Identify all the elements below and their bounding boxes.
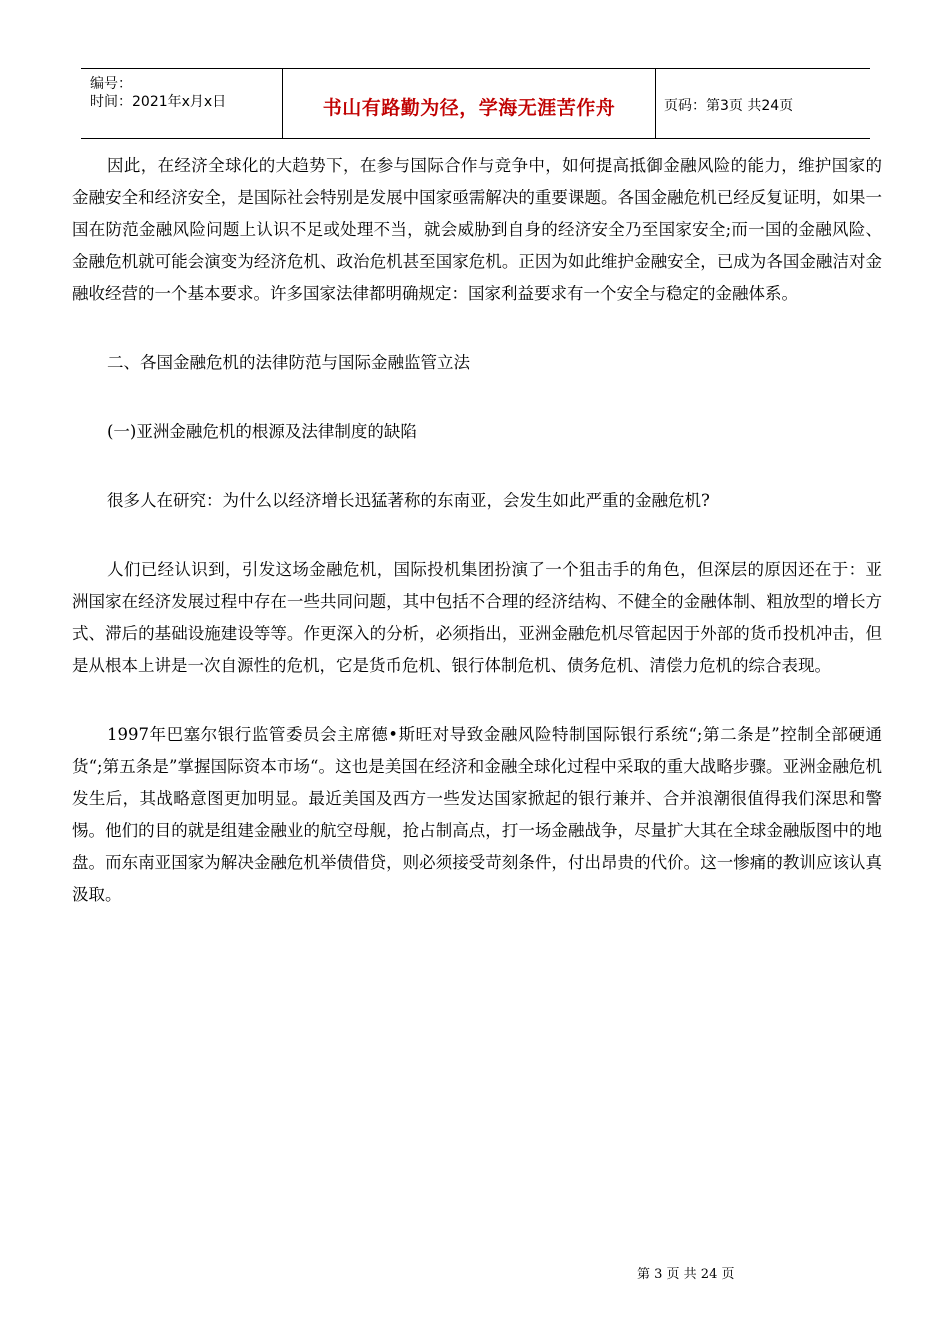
paragraph-intro: 因此，在经济全球化的大趋势下，在参与国际合作与竞争中，如何提高抵御金融风险的能力，维护国家的金融安全和经济安全，是国际社会特别是发展中国家亟需解决的重要课题。各国金融危机已经反复证明，如果一国在防范金融风险问题上认识不足或处理不当，就会威胁到自身的经济安全乃至国家安全;而一国的金融风险、金融危机就可能会演变为经济危机、政治危机甚至国家危机。正因为如此维护金融安全，已成为各国金融洁对金融收经营的一个基本要求。许多国家法律都明确规定：国家利益要求有一个安全与稳定的金融体系。 <box>72 156 882 303</box>
page-header <box>81 68 870 139</box>
page-number-label: 页码：第3页 共24页 <box>664 98 794 114</box>
paragraph-question: 很多人在研究：为什么以经济增长迅猛著称的东南亚，会发生如此严重的金融危机? <box>107 491 710 510</box>
page-footer: 第 3 页 共 24 页 <box>637 1267 735 1282</box>
document-body <box>72 150 882 948</box>
subsection-heading: (一)亚洲金融危机的根源及法律制度的缺陷 <box>107 422 417 441</box>
header-info-cell <box>81 69 283 138</box>
paragraph-causes: 人们已经认识到，引发这场金融危机，国际投机集团扮演了一个狙击手的角色，但深层的原因还在于：亚洲国家在经济发展过程中存在一些共同问题，其中包括不合理的经济结构、不健全的金融体制、粗放型的增长方式、滞后的基础设施建设等等。作更深入的分析，必须指出，亚洲金融危机尽管起因于外部的货币投机冲击，但是从根本上讲是一次自源性的危机，它是货币危机、银行体制危机、债务危机、清偿力危机的综合表现。 <box>72 560 882 675</box>
motto-text: 书山有路勤为径，学海无涯苦作舟 <box>322 97 616 119</box>
header-page-cell <box>656 69 870 138</box>
section-heading: 二、各国金融危机的法律防范与国际金融监管立法 <box>107 353 470 372</box>
time-label: 时间：2021年x月x日 <box>90 94 227 110</box>
header-motto-cell <box>283 69 656 138</box>
serial-number-label: 编号： <box>90 76 132 92</box>
paragraph-1997: 1997年巴塞尔银行监管委员会主席德•斯旺对导致金融风险特制国际银行系统“;第二条是”控制全部硬通货“;第五条是”掌握国际资本市场“。这也是美国在经济和金融全球化过程中采取的重大战略步骤。亚洲金融危机发生后，其战略意图更加明显。最近美国及西方一些发达国家掀起的银行兼并、合并浪潮很值得我们深思和警惕。他们的目的就是组建金融业的航空母舰，抢占制高点，打一场金融战争，尽量扩大其在全球金融版图中的地盘。而东南亚国家为解决金融危机举债借贷，则必须接受苛刻条件，付出昂贵的代价。这一惨痛的教训应该认真汲取。 <box>72 725 882 904</box>
